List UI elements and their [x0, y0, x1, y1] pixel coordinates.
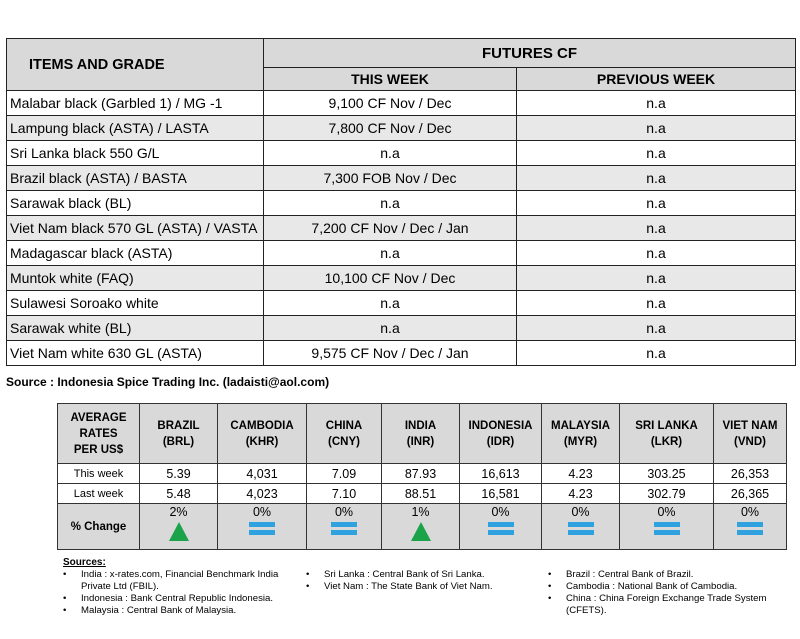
source-item: • Brazil : Central Bank of Brazil.: [548, 569, 788, 581]
futures-row: [7, 166, 796, 191]
sources-column-2: [306, 569, 536, 593]
currency-code: (BRL): [162, 435, 195, 448]
percent-change-cell: [542, 504, 620, 550]
country-header: [542, 404, 620, 464]
source-item: • Indonesia : Bank Central Republic Indonesia.: [63, 593, 303, 605]
this-week-cell: n.a: [264, 316, 517, 341]
futures-item-cell: Madagascar black (ASTA): [7, 241, 264, 266]
per-usd-label: PER US$: [73, 443, 124, 456]
percent-change-row: [58, 504, 787, 550]
this-week-cell: 9,575 CF Nov / Dec / Jan: [264, 341, 517, 366]
this-week-cell: 7,800 CF Nov / Dec: [264, 116, 517, 141]
this-week-cell: n.a: [264, 241, 517, 266]
previous-week-cell: n.a: [517, 266, 796, 291]
percent-change-label: % Change: [58, 504, 140, 550]
futures-row: [7, 316, 796, 341]
country-header: [218, 404, 307, 464]
exchange-rates-table: [57, 403, 787, 550]
previous-week-cell: n.a: [517, 291, 796, 316]
futures-row: [7, 241, 796, 266]
source-item: • Viet Nam : The State Bank of Viet Nam.: [306, 581, 536, 593]
this-week-rate: 4.23: [542, 464, 620, 484]
currency-code: (LKR): [650, 435, 683, 448]
source-item: • India : x-rates.com, Financial Benchmark India Private Ltd (FBIL).: [63, 569, 303, 593]
previous-week-cell: n.a: [517, 316, 796, 341]
country-header: [620, 404, 714, 464]
previous-week-cell: n.a: [517, 241, 796, 266]
previous-week-cell: n.a: [517, 91, 796, 116]
currency-code: (MYR): [563, 435, 598, 448]
sources-title: Sources:: [63, 557, 106, 568]
up-triangle-icon: [411, 522, 431, 541]
futures-row: [7, 341, 796, 366]
percent-change-cell: [714, 504, 787, 550]
country-name: CHINA: [325, 419, 363, 432]
currency-code: (CNY): [328, 435, 360, 448]
this-week-rate: 303.25: [620, 464, 714, 484]
futures-item-cell: Sulawesi Soroako white: [7, 291, 264, 316]
exchange-header-row: [58, 404, 787, 464]
this-week-cell: 7,300 FOB Nov / Dec: [264, 166, 517, 191]
last-week-rate: 26,365: [714, 484, 787, 504]
percent-change-cell: [140, 504, 218, 550]
country-name: MALAYSIA: [551, 419, 610, 432]
futures-item-cell: Viet Nam black 570 GL (ASTA) / VASTA: [7, 216, 264, 241]
currency-code: (INR): [406, 435, 435, 448]
futures-item-cell: Lampung black (ASTA) / LASTA: [7, 116, 264, 141]
percent-change-value: 0%: [657, 505, 676, 519]
country-name: VIET NAM: [722, 419, 778, 432]
header-futures-cf: FUTURES CF: [264, 39, 796, 68]
last-week-rate: 5.48: [140, 484, 218, 504]
country-name: INDONESIA: [468, 419, 533, 432]
currency-code: (VND): [734, 435, 766, 448]
futures-item-cell: Sarawak white (BL): [7, 316, 264, 341]
futures-row: [7, 91, 796, 116]
average-label: AVERAGE: [70, 411, 127, 424]
previous-week-cell: n.a: [517, 166, 796, 191]
futures-item-cell: Sarawak black (BL): [7, 191, 264, 216]
this-week-cell: n.a: [264, 191, 517, 216]
this-week-cell: n.a: [264, 141, 517, 166]
percent-change-cell: [620, 504, 714, 550]
equal-icon: [737, 522, 763, 536]
this-week-rate: 5.39: [140, 464, 218, 484]
this-week-rate: 16,613: [460, 464, 542, 484]
futures-row: [7, 141, 796, 166]
percent-change-value: 0%: [571, 505, 590, 519]
country-name: SRI LANKA: [635, 419, 698, 432]
percent-change-value: 0%: [252, 505, 272, 519]
rates-label: RATES: [79, 427, 118, 440]
header-this-week: THIS WEEK: [264, 68, 517, 91]
last-week-rate: 302.79: [620, 484, 714, 504]
equal-icon: [249, 522, 275, 536]
this-week-cell: 10,100 CF Nov / Dec: [264, 266, 517, 291]
this-week-label: This week: [58, 464, 140, 484]
last-week-label: Last week: [58, 484, 140, 504]
percent-change-value: 1%: [411, 505, 430, 519]
average-rates-label: [58, 404, 140, 464]
futures-item-cell: Muntok white (FAQ): [7, 266, 264, 291]
futures-table: [6, 38, 796, 366]
source-item: • Malaysia : Central Bank of Malaysia.: [63, 605, 303, 617]
futures-row: [7, 266, 796, 291]
futures-item-cell: Viet Nam white 630 GL (ASTA): [7, 341, 264, 366]
header-items-and-grade: ITEMS AND GRADE: [7, 39, 264, 91]
this-week-rate: 26,353: [714, 464, 787, 484]
currency-code: (KHR): [245, 435, 279, 448]
futures-row: [7, 116, 796, 141]
last-week-rate: 88.51: [382, 484, 460, 504]
last-week-rate: 4,023: [218, 484, 307, 504]
country-header: [460, 404, 542, 464]
currency-code: (IDR): [486, 435, 515, 448]
this-week-rate: 4,031: [218, 464, 307, 484]
futures-row: [7, 191, 796, 216]
futures-item-cell: Brazil black (ASTA) / BASTA: [7, 166, 264, 191]
percent-change-cell: [218, 504, 307, 550]
previous-week-cell: n.a: [517, 141, 796, 166]
country-name: BRAZIL: [157, 419, 200, 432]
this-week-row: [58, 464, 787, 484]
futures-row: [7, 291, 796, 316]
country-header: [140, 404, 218, 464]
last-week-row: [58, 484, 787, 504]
source-item: • Sri Lanka : Central Bank of Sri Lanka.: [306, 569, 536, 581]
this-week-cell: n.a: [264, 291, 517, 316]
futures-item-cell: Malabar black (Garbled 1) / MG -1: [7, 91, 264, 116]
previous-week-cell: n.a: [517, 341, 796, 366]
futures-item-cell: Sri Lanka black 550 G/L: [7, 141, 264, 166]
percent-change-cell: [382, 504, 460, 550]
country-name: INDIA: [404, 419, 437, 432]
country-header: [382, 404, 460, 464]
header-previous-week: PREVIOUS WEEK: [517, 68, 796, 91]
this-week-rate: 7.09: [307, 464, 382, 484]
futures-table-body: [7, 91, 796, 366]
country-header: [307, 404, 382, 464]
previous-week-cell: n.a: [517, 116, 796, 141]
futures-row: [7, 216, 796, 241]
this-week-rate: 87.93: [382, 464, 460, 484]
percent-change-value: 0%: [334, 505, 354, 519]
percent-change-cell: [307, 504, 382, 550]
sources-column-3: [548, 569, 788, 617]
percent-change-cell: [460, 504, 542, 550]
percent-change-value: 0%: [740, 505, 760, 519]
previous-week-cell: n.a: [517, 216, 796, 241]
source-item: • Cambodia : National Bank of Cambodia.: [548, 581, 788, 593]
percent-change-value: 2%: [169, 505, 188, 519]
equal-icon: [654, 522, 680, 536]
this-week-cell: 7,200 CF Nov / Dec / Jan: [264, 216, 517, 241]
source-item: • China : China Foreign Exchange Trade System (CFETS).: [548, 593, 788, 617]
country-name: CAMBODIA: [230, 419, 294, 432]
equal-icon: [488, 522, 514, 536]
sources-section: [63, 557, 793, 616]
last-week-rate: 7.10: [307, 484, 382, 504]
last-week-rate: 16,581: [460, 484, 542, 504]
equal-icon: [331, 522, 357, 536]
equal-icon: [568, 522, 594, 536]
up-triangle-icon: [169, 522, 189, 541]
sources-column-1: [63, 569, 303, 617]
percent-change-value: 0%: [491, 505, 510, 519]
this-week-cell: 9,100 CF Nov / Dec: [264, 91, 517, 116]
previous-week-cell: n.a: [517, 191, 796, 216]
last-week-rate: 4.23: [542, 484, 620, 504]
source-note: Source : Indonesia Spice Trading Inc. (ladaisti@aol.com): [6, 375, 330, 389]
country-header: [714, 404, 787, 464]
